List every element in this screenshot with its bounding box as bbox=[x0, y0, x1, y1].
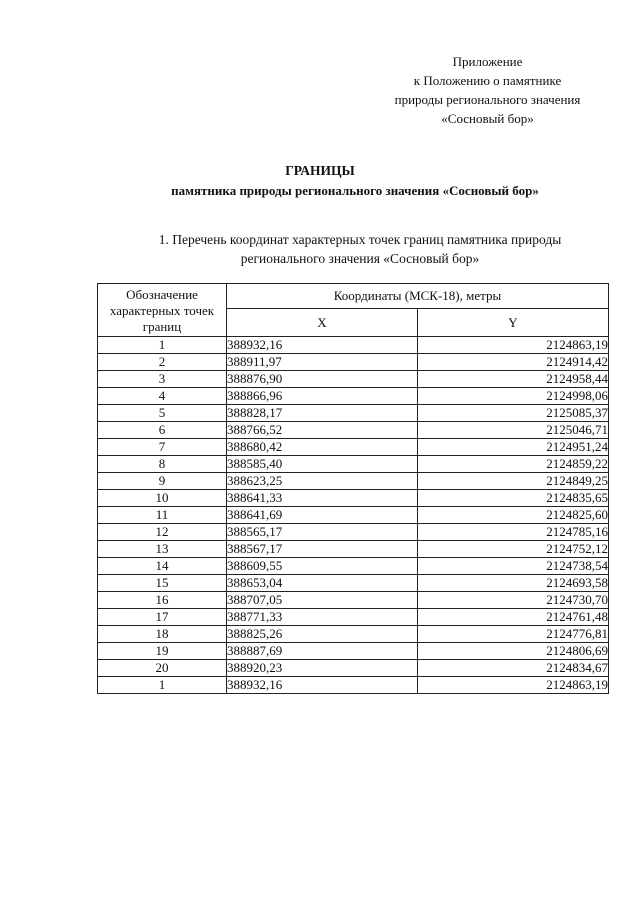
appendix-line: природы регионального значения bbox=[394, 92, 581, 107]
point-number-cell: 1 bbox=[98, 677, 227, 694]
table-body bbox=[98, 337, 609, 694]
x-coordinate-cell: 388766,52 bbox=[227, 422, 418, 439]
y-coordinate-cell: 2124914,42 bbox=[418, 354, 609, 371]
x-coordinate-cell: 388825,26 bbox=[227, 626, 418, 643]
y-coordinate-cell: 2124859,22 bbox=[418, 456, 609, 473]
y-coordinate-cell: 2124752,12 bbox=[418, 541, 609, 558]
header-coordinates: Координаты (МСК-18), метры bbox=[227, 284, 609, 309]
x-coordinate-cell: 388828,17 bbox=[227, 405, 418, 422]
y-coordinate-cell: 2124806,69 bbox=[418, 643, 609, 660]
point-number-cell: 1 bbox=[98, 337, 227, 354]
header-point-name: Обозначение характерных точек границ bbox=[98, 284, 227, 337]
appendix-line: «Сосновый бор» bbox=[441, 111, 534, 126]
table-row bbox=[98, 643, 609, 660]
table-row bbox=[98, 592, 609, 609]
point-number-cell: 14 bbox=[98, 558, 227, 575]
y-coordinate-cell: 2124951,24 bbox=[418, 439, 609, 456]
x-coordinate-cell: 388932,16 bbox=[227, 677, 418, 694]
section-heading-line: 1. Перечень координат характерных точек границ памятника природы bbox=[158, 232, 562, 247]
document-subtitle: памятника природы регионального значения «Сосновый бор» bbox=[171, 183, 539, 198]
table-row bbox=[98, 677, 609, 694]
table-row bbox=[98, 524, 609, 541]
point-number-cell: 11 bbox=[98, 507, 227, 524]
table-row bbox=[98, 371, 609, 388]
y-coordinate-cell: 2124835,65 bbox=[418, 490, 609, 507]
y-coordinate-cell: 2124998,06 bbox=[418, 388, 609, 405]
y-coordinate-cell: 2124785,16 bbox=[418, 524, 609, 541]
header-x: X bbox=[227, 309, 418, 337]
y-coordinate-cell: 2124738,54 bbox=[418, 558, 609, 575]
table-row bbox=[98, 575, 609, 592]
appendix-line: к Положению о памятнике bbox=[413, 73, 562, 88]
x-coordinate-cell: 388680,42 bbox=[227, 439, 418, 456]
x-coordinate-cell: 388585,40 bbox=[227, 456, 418, 473]
appendix-block bbox=[360, 52, 615, 128]
point-number-cell: 13 bbox=[98, 541, 227, 558]
y-coordinate-cell: 2124849,25 bbox=[418, 473, 609, 490]
header-y: Y bbox=[418, 309, 609, 337]
point-number-cell: 12 bbox=[98, 524, 227, 541]
document-title: ГРАНИЦЫ bbox=[285, 163, 355, 178]
point-number-cell: 8 bbox=[98, 456, 227, 473]
table-row bbox=[98, 354, 609, 371]
table-row bbox=[98, 439, 609, 456]
y-coordinate-cell: 2124730,70 bbox=[418, 592, 609, 609]
y-coordinate-cell: 2125085,37 bbox=[418, 405, 609, 422]
point-number-cell: 17 bbox=[98, 609, 227, 626]
y-coordinate-cell: 2124958,44 bbox=[418, 371, 609, 388]
x-coordinate-cell: 388609,55 bbox=[227, 558, 418, 575]
x-coordinate-cell: 388567,17 bbox=[227, 541, 418, 558]
x-coordinate-cell: 388920,23 bbox=[227, 660, 418, 677]
y-coordinate-cell: 2124825,60 bbox=[418, 507, 609, 524]
table-row bbox=[98, 405, 609, 422]
x-coordinate-cell: 388565,17 bbox=[227, 524, 418, 541]
y-coordinate-cell: 2124693,58 bbox=[418, 575, 609, 592]
coordinates-table bbox=[97, 283, 609, 694]
table-row bbox=[98, 473, 609, 490]
table-row bbox=[98, 507, 609, 524]
point-number-cell: 19 bbox=[98, 643, 227, 660]
table-row bbox=[98, 422, 609, 439]
point-number-cell: 16 bbox=[98, 592, 227, 609]
x-coordinate-cell: 388623,25 bbox=[227, 473, 418, 490]
table-row bbox=[98, 558, 609, 575]
section-heading bbox=[0, 230, 640, 268]
x-coordinate-cell: 388707,05 bbox=[227, 592, 418, 609]
x-coordinate-cell: 388911,97 bbox=[227, 354, 418, 371]
y-coordinate-cell: 2124776,81 bbox=[418, 626, 609, 643]
x-coordinate-cell: 388771,33 bbox=[227, 609, 418, 626]
x-coordinate-cell: 388932,16 bbox=[227, 337, 418, 354]
point-number-cell: 18 bbox=[98, 626, 227, 643]
x-coordinate-cell: 388641,69 bbox=[227, 507, 418, 524]
y-coordinate-cell: 2124761,48 bbox=[418, 609, 609, 626]
point-number-cell: 15 bbox=[98, 575, 227, 592]
table-row bbox=[98, 388, 609, 405]
appendix-line: Приложение bbox=[452, 54, 523, 69]
x-coordinate-cell: 388641,33 bbox=[227, 490, 418, 507]
point-number-cell: 3 bbox=[98, 371, 227, 388]
table-row bbox=[98, 609, 609, 626]
table-row bbox=[98, 337, 609, 354]
point-number-cell: 4 bbox=[98, 388, 227, 405]
table-row bbox=[98, 456, 609, 473]
section-heading-line: регионального значения «Сосновый бор» bbox=[240, 251, 480, 266]
y-coordinate-cell: 2124863,19 bbox=[418, 677, 609, 694]
y-coordinate-cell: 2124863,19 bbox=[418, 337, 609, 354]
y-coordinate-cell: 2124834,67 bbox=[418, 660, 609, 677]
point-number-cell: 2 bbox=[98, 354, 227, 371]
point-number-cell: 20 bbox=[98, 660, 227, 677]
x-coordinate-cell: 388876,90 bbox=[227, 371, 418, 388]
x-coordinate-cell: 388866,96 bbox=[227, 388, 418, 405]
point-number-cell: 10 bbox=[98, 490, 227, 507]
point-number-cell: 6 bbox=[98, 422, 227, 439]
point-number-cell: 5 bbox=[98, 405, 227, 422]
x-coordinate-cell: 388653,04 bbox=[227, 575, 418, 592]
table-row bbox=[98, 541, 609, 558]
table-row bbox=[98, 490, 609, 507]
y-coordinate-cell: 2125046,71 bbox=[418, 422, 609, 439]
x-coordinate-cell: 388887,69 bbox=[227, 643, 418, 660]
point-number-cell: 9 bbox=[98, 473, 227, 490]
point-number-cell: 7 bbox=[98, 439, 227, 456]
table-row bbox=[98, 626, 609, 643]
table-row bbox=[98, 660, 609, 677]
